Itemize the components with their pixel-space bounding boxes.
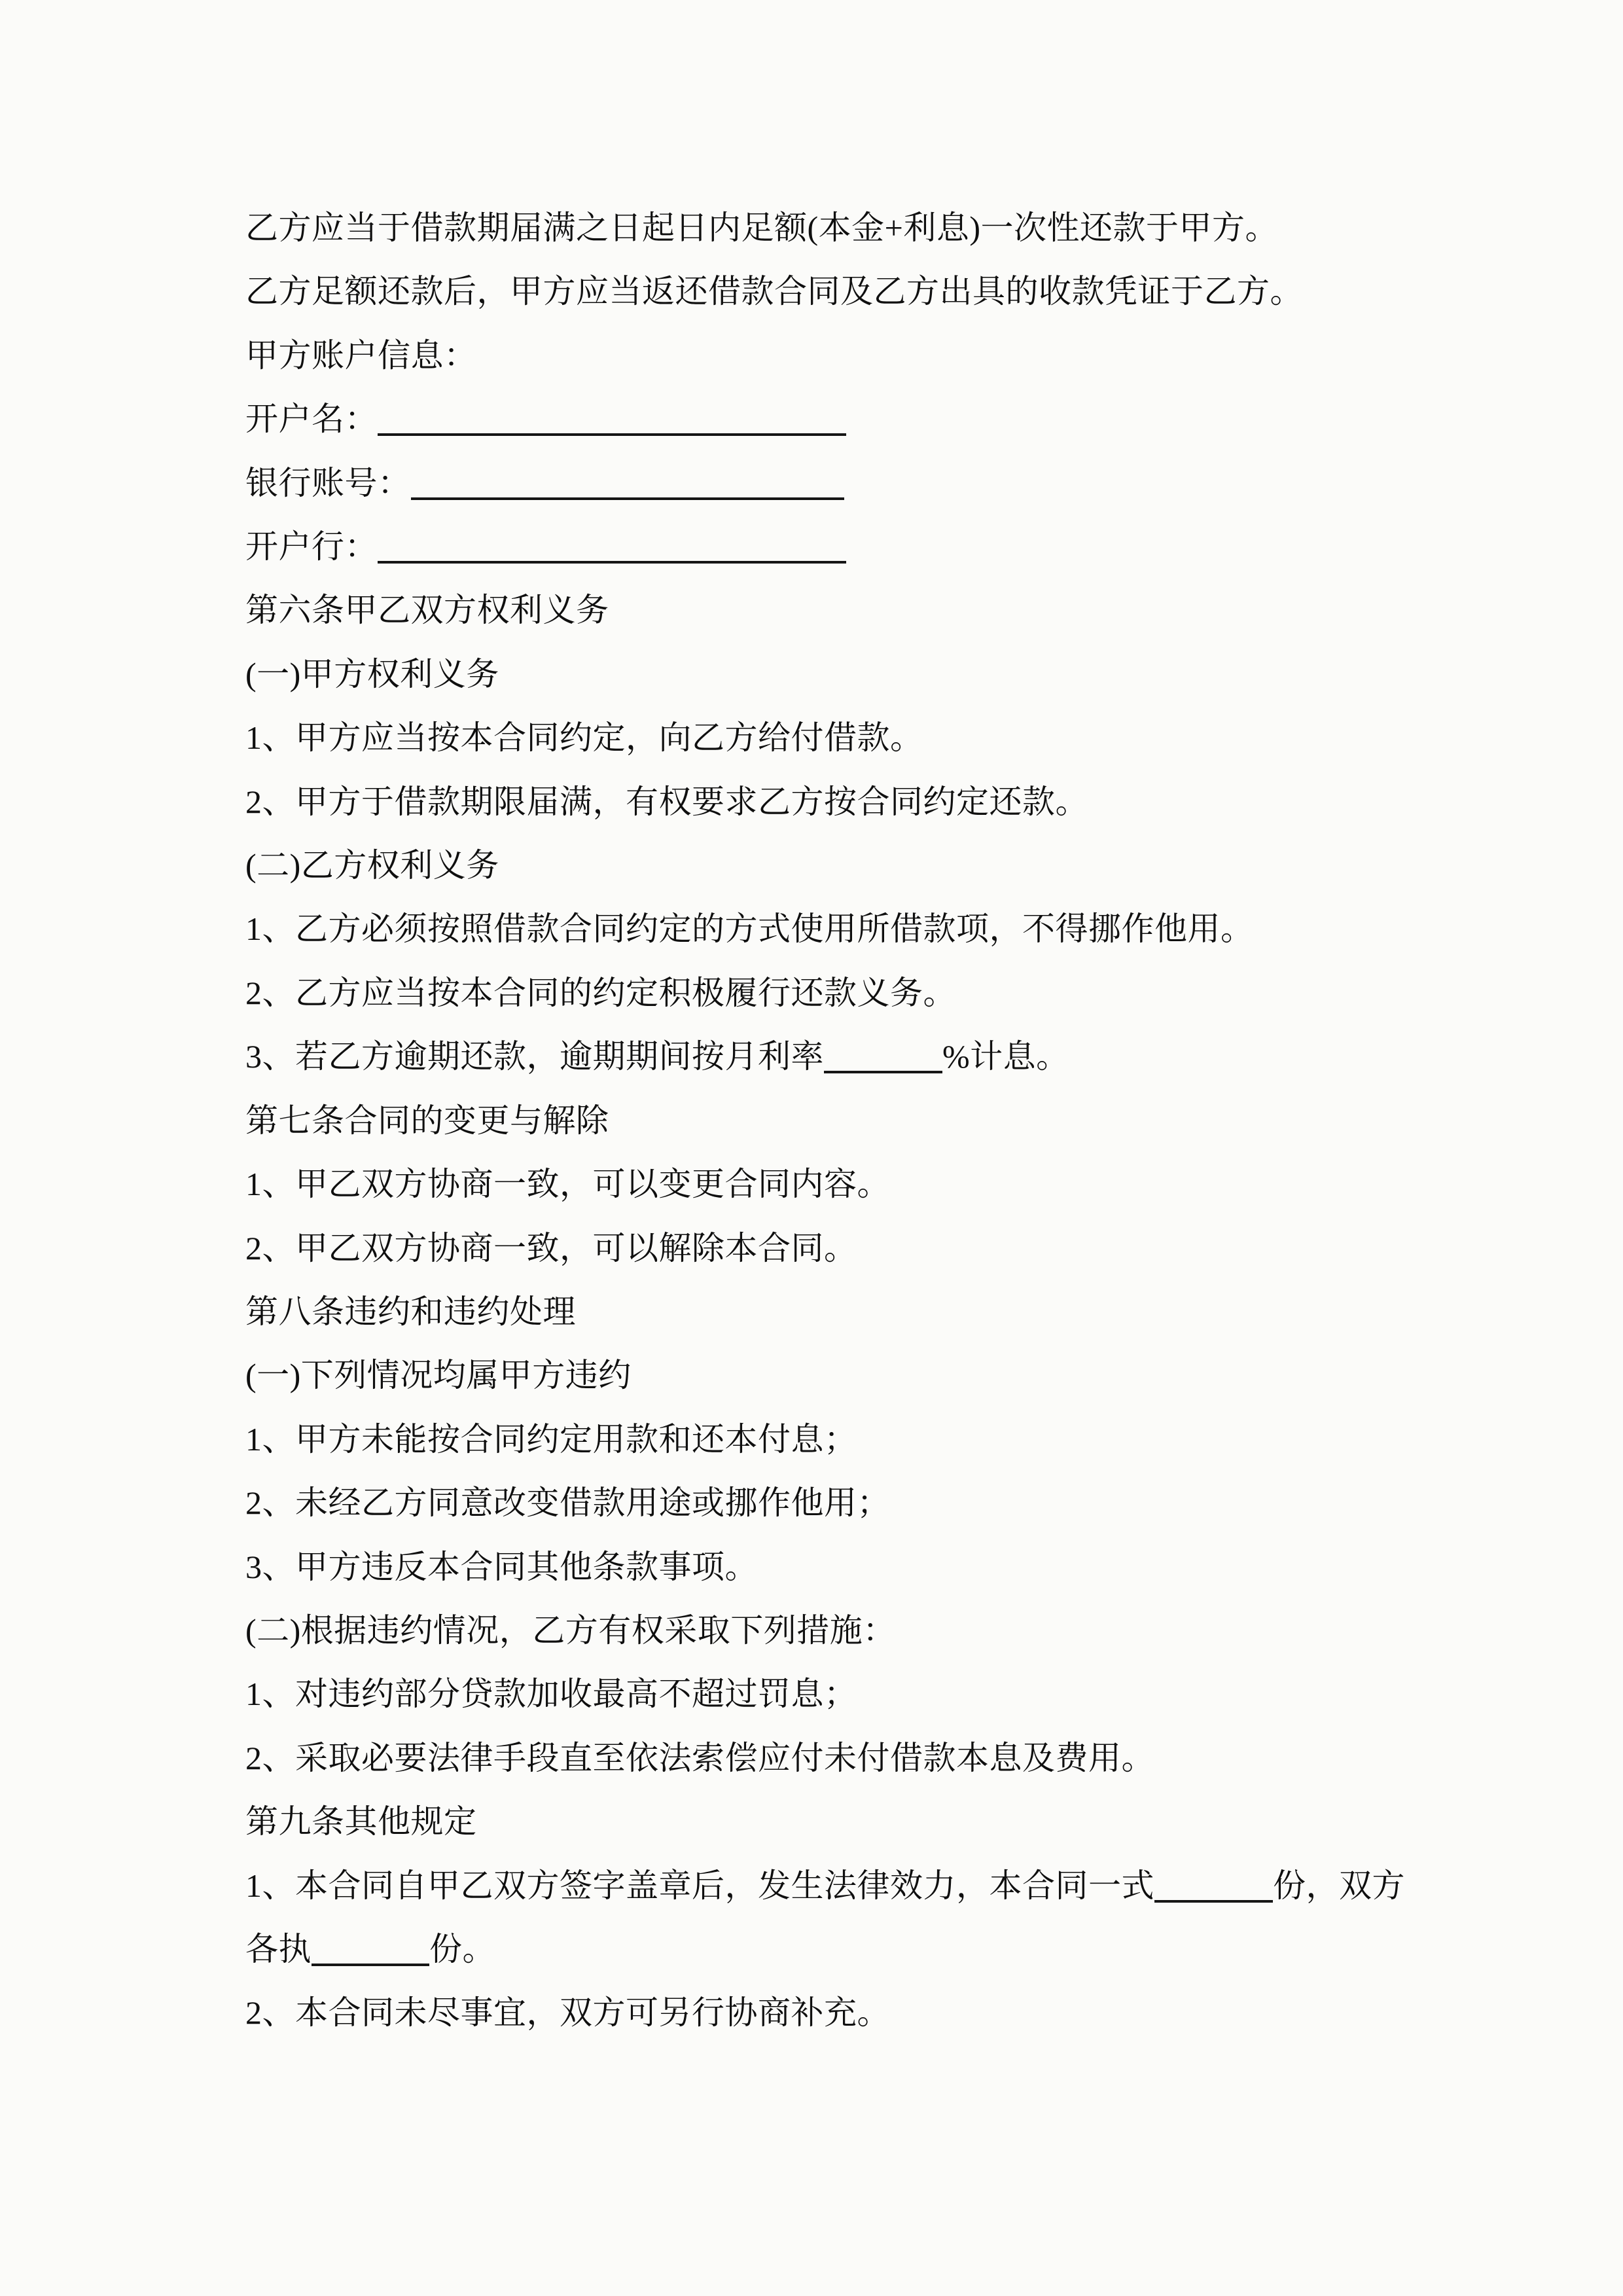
doc-line [245, 1471, 1397, 1535]
doc-text: 1、乙方必须按照借款合同约定的方式使用所借款项，不得挪作他用。 [245, 910, 1254, 948]
doc-line [245, 643, 1397, 706]
doc-text: 1、甲方应当按本合同约定，向乙方给付借款。 [245, 719, 923, 757]
doc-text: (二)乙方权利义务 [245, 847, 499, 884]
doc-line [245, 1408, 1397, 1471]
doc-line [245, 1790, 1397, 1854]
doc-text: 2、采取必要法律手段直至依法索偿应付未付借款本息及费用。 [245, 1739, 1154, 1776]
doc-text: 乙方应当于借款期届满之日起日内足额(本金+利息)一次性还款于甲方。 [245, 209, 1278, 246]
blank-underline-field [1154, 1900, 1273, 1903]
document-body [245, 196, 1405, 2045]
doc-text: 2、本合同未尽事宜，双方可另行协商补充。 [245, 1994, 890, 2032]
doc-line [245, 706, 1397, 770]
doc-line [245, 1025, 1397, 1088]
doc-line [245, 1535, 1397, 1599]
blank-underline-field [824, 1071, 942, 1073]
doc-line [245, 1599, 1397, 1662]
doc-line [245, 897, 1397, 961]
blank-underline-field [411, 497, 844, 500]
doc-line [245, 834, 1397, 897]
doc-text: 2、未经乙方同意改变借款用途或挪作他用； [245, 1484, 890, 1522]
doc-text: (二)根据违约情况，乙方有权采取下列措施： [245, 1611, 896, 1649]
doc-text: 1、甲乙双方协商一致，可以变更合同内容。 [245, 1166, 890, 1203]
doc-text: 3、甲方违反本合同其他条款事项。 [245, 1548, 758, 1585]
doc-line [245, 1918, 1397, 1981]
doc-text: 3、若乙方逾期还款，逾期期间按月利率 [245, 1038, 824, 1075]
doc-text: 第七条合同的变更与解除 [245, 1102, 609, 1139]
doc-line [245, 1153, 1397, 1216]
doc-line [245, 1089, 1397, 1153]
doc-text: 1、本合同自甲乙双方签字盖章后，发生法律效力，本合同一式 [245, 1867, 1154, 1904]
blank-underline-field [378, 433, 846, 436]
doc-text: 2、乙方应当按本合同的约定积极履行还款义务。 [245, 974, 956, 1011]
doc-line [245, 1854, 1405, 1918]
doc-line [245, 387, 1397, 451]
doc-text: 2、甲乙双方协商一致，可以解除本合同。 [245, 1229, 857, 1266]
doc-text: 份，双方 [1273, 1867, 1405, 1904]
doc-line [245, 1662, 1397, 1726]
blank-underline-field [378, 561, 846, 564]
doc-line [245, 260, 1397, 323]
doc-text: 开户行： [245, 528, 378, 565]
doc-text: 2、甲方于借款期限届满，有权要求乙方按合同约定还款。 [245, 783, 1088, 820]
doc-text: 1、对违约部分贷款加收最高不超过罚息； [245, 1676, 857, 1713]
doc-text: %计息。 [942, 1038, 1069, 1075]
doc-line [245, 1981, 1397, 2045]
doc-text: 乙方足额还款后，甲方应当返还借款合同及乙方出具的收款凭证于乙方。 [245, 273, 1303, 310]
doc-line [245, 1344, 1397, 1407]
doc-line [245, 1727, 1397, 1790]
doc-line [245, 1217, 1397, 1280]
doc-text: 第九条其他规定 [245, 1803, 477, 1840]
doc-text: 各执 [245, 1930, 312, 1967]
doc-text: 甲方账户信息： [245, 336, 477, 374]
doc-text: (一)下列情况均属甲方违约 [245, 1357, 632, 1394]
doc-text: (一)甲方权利义务 [245, 655, 499, 692]
doc-text: 第八条违约和违约处理 [245, 1293, 576, 1330]
doc-text: 银行账号： [245, 464, 411, 501]
doc-text: 份。 [429, 1930, 495, 1967]
blank-underline-field [312, 1964, 429, 1966]
doc-line [245, 1280, 1397, 1344]
doc-line [245, 452, 1397, 515]
doc-line [245, 196, 1397, 260]
doc-line [245, 961, 1397, 1025]
doc-text: 开户名： [245, 401, 378, 438]
doc-text: 1、甲方未能按合同约定用款和还本付息； [245, 1420, 857, 1458]
doc-line [245, 515, 1397, 579]
doc-line [245, 579, 1397, 642]
doc-line [245, 770, 1397, 834]
doc-line [245, 324, 1397, 387]
doc-text: 第六条甲乙双方权利义务 [245, 592, 609, 629]
